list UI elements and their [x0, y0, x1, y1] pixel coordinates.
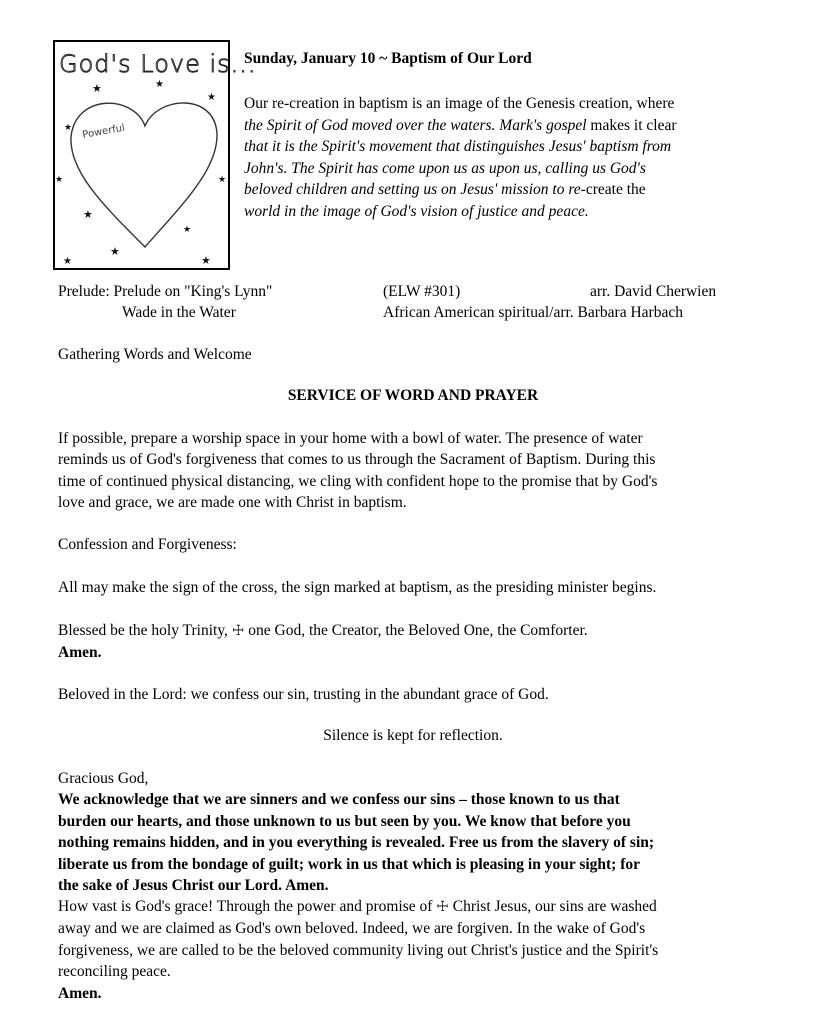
svg-text:★: ★: [110, 245, 120, 258]
intro-paragraph: [244, 93, 764, 223]
section-title: SERVICE OF WORD AND PRAYER: [287, 387, 539, 404]
intro-text: -create the: [580, 181, 646, 199]
prayer-address: Gracious God,: [58, 770, 149, 787]
prayer-text: burden our hearts, and those unknown to us but seen by you. We know that before you: [58, 812, 631, 830]
drawing-title: God's Love is...: [59, 50, 257, 78]
absolution-text: away and we are claimed as God's own beloved. Indeed, we are forgiven. In the wake of God's: [58, 920, 646, 938]
svg-text:★: ★: [201, 254, 211, 267]
silence-rubric: Silence is kept for reflection.: [323, 727, 503, 744]
intro-text: makes it clear: [586, 116, 677, 134]
prayer-text: nothing remains hidden, and in you everything is revealed. Free us from the slavery of sin;: [58, 834, 655, 852]
service-date-heading: Sunday, January 10 ~ Baptism of Our Lord: [244, 50, 532, 67]
gods-love-drawing: [53, 40, 257, 270]
absolution: [58, 896, 798, 1004]
heart-drawing: [55, 42, 257, 268]
instructions-text: If possible, prepare a worship space in your home with a bowl of water. The presence of water: [58, 430, 643, 447]
heart-text: Powerful: [81, 122, 126, 141]
svg-text:★: ★: [92, 82, 102, 95]
svg-text:★: ★: [155, 79, 164, 90]
prayer-text: the sake of Jesus Christ our Lord. Amen.: [58, 877, 329, 895]
absolution-text: How vast is God's grace! Through the power and promise of: [58, 898, 437, 915]
confession-heading: Confession and Forgiveness:: [58, 536, 237, 553]
sign-instruction: All may make the sign of the cross, the sign marked at baptism, as the presiding minister begins.: [58, 579, 657, 596]
prelude-arranger: arr. David Cherwien: [590, 283, 717, 300]
instructions-text: reminds us of God's forgiveness that comes to us through the Sacrament of Baptism. During this: [58, 451, 656, 469]
cross-icon: ☩: [231, 623, 245, 639]
heart-icon: [71, 103, 217, 247]
svg-text:★: ★: [207, 92, 216, 103]
intro-text: that it is the Spirit's movement that distinguishes Jesus' baptism from: [244, 138, 672, 156]
gathering-words: Gathering Words and Welcome: [58, 346, 252, 363]
intro-text: the Spirit of God moved over the waters. Mark's gospel: [244, 116, 587, 134]
cross-icon: ☩: [436, 899, 449, 915]
intro-text: beloved children and setting us on Jesus' mission to re: [244, 181, 581, 199]
prayer-text: liberate us from the bondage of guilt; work in us that which is pleasing in your sight; for: [58, 855, 641, 873]
blessing-text: Blessed be the holy Trinity,: [58, 622, 232, 639]
intro-text: calling us God's: [541, 159, 646, 177]
intro-text: John's. The Spirit has come upon us as upon us,: [244, 159, 542, 177]
instructions-text: love and grace, we are made one with Christ in baptism.: [58, 494, 407, 512]
prelude-hymn-number: (ELW #301): [383, 283, 461, 300]
absolution-text: Christ Jesus, our sins are washed: [448, 898, 657, 915]
confession-prayer: [58, 768, 798, 896]
second-prelude-title: Wade in the Water: [122, 304, 236, 321]
svg-text:★: ★: [63, 256, 72, 267]
beloved-invitation: Beloved in the Lord: we confess our sin, trusting in the abundant grace of God.: [58, 686, 549, 703]
intro-text: Our re-creation in baptism is an image of the Genesis creation, where: [244, 95, 675, 112]
svg-text:★: ★: [55, 175, 64, 185]
prelude-label: Prelude: Prelude on "King's Lynn": [58, 283, 273, 300]
blessing-text: one God, the Creator, the Beloved One, the Comforter.: [244, 622, 588, 639]
amen-response: Amen.: [58, 644, 102, 662]
prayer-text: We acknowledge that we are sinners and we confess our sins – those known to us that: [58, 791, 620, 809]
instructions-text: time of continued physical distancing, we cling with confident hope to the promise that by God's: [58, 472, 658, 490]
svg-text:★: ★: [183, 225, 192, 235]
absolution-text: reconciling peace.: [58, 963, 171, 981]
absolution-text: forgiveness, we are called to be the beloved community living out Christ's justice and the Spirit's: [58, 941, 659, 959]
blessing: [58, 620, 798, 664]
intro-text: world in the image of God's vision of justice and peace.: [244, 202, 589, 220]
svg-text:★: ★: [64, 123, 73, 133]
svg-text:★: ★: [83, 208, 93, 221]
svg-text:★: ★: [218, 175, 227, 185]
second-prelude-credit: African American spiritual/arr. Barbara Harbach: [383, 304, 683, 321]
amen-response: Amen.: [58, 984, 102, 1002]
instructions-paragraph: [58, 428, 798, 514]
